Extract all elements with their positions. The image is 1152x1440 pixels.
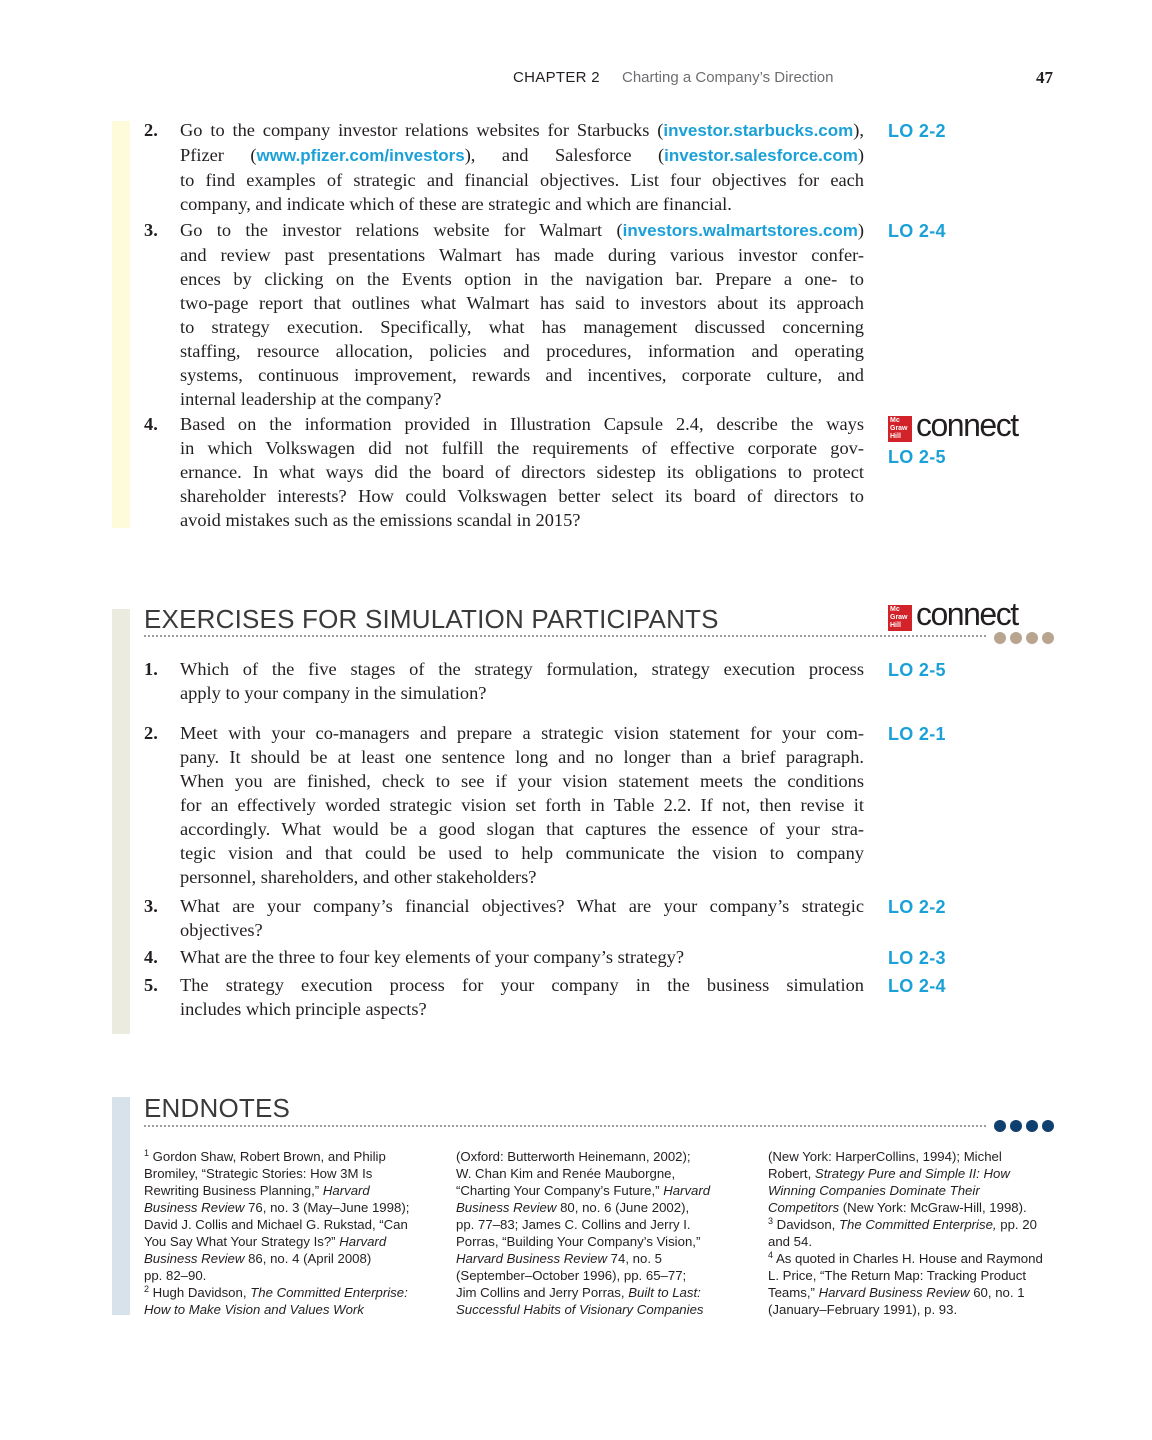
learning-objective-label: LO 2-2 xyxy=(888,121,946,141)
simulation-section-bar xyxy=(112,609,130,1034)
text-run: Built to Last: xyxy=(628,1285,701,1300)
endnote-line xyxy=(768,1182,1060,1199)
text-line: in which Volkswagen did not fulfill the requirements of effective corporate gov- xyxy=(180,438,864,458)
bullet-dot xyxy=(994,632,1006,644)
bullet-dot xyxy=(1042,632,1054,644)
badge-text: Graw xyxy=(890,614,908,621)
connect-wordmark: connect xyxy=(916,407,1018,443)
question-text xyxy=(180,412,864,532)
endnote-marker: 4 xyxy=(768,1250,774,1260)
endnote-line xyxy=(768,1216,1060,1233)
text-run: Gordon Shaw, Robert Brown, and Philip xyxy=(149,1149,386,1164)
text-line: ences by clicking on the Events option in the navigation bar. Prepare a one- to xyxy=(180,269,864,289)
mcgraw-hill-badge xyxy=(888,416,912,442)
text-run: Harvard Business Review xyxy=(456,1251,607,1266)
text-run: 76, no. 3 (May–June 1998); xyxy=(244,1200,410,1215)
endnote-line: pp. 82–90. xyxy=(144,1268,207,1283)
badge-text: Graw xyxy=(890,425,908,432)
text-line: shareholder interests? How could Volkswagen better select its board of directors to xyxy=(180,486,864,506)
review-section-bar xyxy=(112,121,130,528)
endnote-line: (September–October 1996), pp. 65–77; xyxy=(456,1268,687,1283)
endnote-line xyxy=(144,1284,436,1301)
section-bullets xyxy=(994,1120,1058,1132)
text-line: What are your company’s financial objectives? What are your company’s strategic xyxy=(180,896,864,916)
text-line: When you are finished, check to see if your vision statement meets the conditions xyxy=(180,771,864,791)
endnote-line xyxy=(144,1148,436,1165)
text-run: You Say What Your Strategy Is?” xyxy=(144,1234,340,1249)
endnote-line xyxy=(768,1284,1060,1301)
endnote-line xyxy=(456,1301,748,1318)
bullet-dot xyxy=(1026,632,1038,644)
text-line: accordingly. What would be a good slogan that captures the essence of your stra- xyxy=(180,819,864,839)
learning-objective-label: LO 2-4 xyxy=(888,221,946,241)
text-line: systems, continuous improvement, rewards and incentives, corporate culture, and xyxy=(180,365,864,385)
question-text xyxy=(180,657,864,705)
text-run: Go to the investor relations website for Walmart ( xyxy=(180,220,623,240)
endnotes-section-bar xyxy=(112,1097,130,1315)
endnote-marker: 2 xyxy=(144,1284,150,1294)
salesforce-investor-link[interactable]: investor.salesforce.com xyxy=(664,146,858,165)
question-number: 2. xyxy=(144,723,158,743)
question-number: 4. xyxy=(144,414,158,434)
text-run: ) xyxy=(857,145,864,165)
endnote-line xyxy=(456,1199,748,1216)
text-line: to find examples of strategic and financial objectives. List four objectives for each xyxy=(180,170,864,190)
text-line: internal leadership at the company? xyxy=(180,389,442,409)
endnote-line xyxy=(456,1182,748,1199)
text-run: The Committed Enterprise: xyxy=(250,1285,408,1300)
text-line: staffing, resource allocation, policies and procedures, information and operating xyxy=(180,341,864,361)
endnote-line xyxy=(144,1199,436,1216)
text-line: The strategy execution process for your company in the business simulation xyxy=(180,975,864,995)
endnote-line: (January–February 1991), p. 93. xyxy=(768,1302,958,1317)
badge-text: Hill xyxy=(890,622,901,629)
text-run: Jim Collins and Jerry Porras, xyxy=(456,1285,629,1300)
text-run: Teams,” xyxy=(768,1285,819,1300)
section-divider xyxy=(144,635,986,637)
learning-objective-label: LO 2-5 xyxy=(888,660,946,680)
text-line: includes which principle aspects? xyxy=(180,999,427,1019)
endnote-line: David J. Collis and Michael G. Rukstad, “Can xyxy=(144,1217,408,1232)
text-line: What are the three to four key elements of your company’s strategy? xyxy=(180,947,685,967)
endnote-marker: 3 xyxy=(768,1216,774,1226)
text-run: Strategy Pure and Simple II: How xyxy=(814,1166,1010,1181)
text-run: Hugh Davidson, xyxy=(149,1285,251,1300)
question-text xyxy=(180,118,864,216)
question-number: 1. xyxy=(144,659,158,679)
endnote-line xyxy=(144,1301,436,1318)
endnote-line xyxy=(144,1250,436,1267)
text-run: ) xyxy=(857,220,864,240)
text-run: pp. 20 xyxy=(996,1217,1037,1232)
section-title: EXERCISES FOR SIMULATION PARTICIPANTS xyxy=(144,604,719,634)
question-text xyxy=(180,721,864,889)
text-run: Rewriting Business Planning,” xyxy=(144,1183,323,1198)
badge-text: Mc xyxy=(890,417,900,424)
endnote-line xyxy=(456,1284,748,1301)
endnote-line: Bromiley, “Strategic Stories: How 3M Is xyxy=(144,1166,373,1181)
walmart-investor-link[interactable]: investors.walmartstores.com xyxy=(622,221,858,240)
text-run: Harvard Business Review xyxy=(818,1285,970,1300)
learning-objective-label: LO 2-1 xyxy=(888,724,946,744)
text-run: ), xyxy=(853,120,864,140)
endnote-line: W. Chan Kim and Renée Mauborgne, xyxy=(456,1166,676,1181)
question-number: 5. xyxy=(144,975,158,995)
text-run: (New York: McGraw-Hill, 1998). xyxy=(839,1200,1027,1215)
page-number: 47 xyxy=(1036,68,1053,87)
learning-objective-label: LO 2-4 xyxy=(888,976,946,996)
endnote-line xyxy=(768,1165,1060,1182)
endnotes-title: ENDNOTES xyxy=(144,1093,291,1123)
learning-objective-label: LO 2-5 xyxy=(888,447,946,467)
text-run: Harvard xyxy=(322,1183,370,1198)
connect-wordmark: connect xyxy=(916,596,1018,632)
text-run: Pfizer ( xyxy=(180,145,257,165)
chapter-label: CHAPTER 2 xyxy=(513,69,600,86)
text-line: personnel, shareholders, and other stakeholders? xyxy=(180,867,537,887)
text-line: company, and indicate which of these are strategic and which are financial. xyxy=(180,194,732,214)
endnote-line: Porras, “Building Your Company’s Vision,” xyxy=(456,1234,701,1249)
text-run: Business Review xyxy=(144,1251,245,1266)
text-line: objectives? xyxy=(180,920,263,940)
question-text xyxy=(180,973,864,1021)
text-line: for an effectively worded strategic vision set forth in Table 2.2. If not, then revise it xyxy=(180,795,864,815)
text-run: Davidson, xyxy=(773,1217,839,1232)
section-bullets xyxy=(994,632,1058,644)
question-text xyxy=(180,945,864,969)
endnote-line xyxy=(768,1250,1060,1267)
text-run: 74, no. 5 xyxy=(606,1251,662,1266)
text-line: apply to your company in the simulation? xyxy=(180,683,487,703)
badge-text: Mc xyxy=(890,606,900,613)
text-run: Winning Companies Dominate Their xyxy=(768,1183,980,1198)
text-run: ), and Salesforce ( xyxy=(464,145,665,165)
text-run: Business Review xyxy=(144,1200,245,1215)
learning-objective-label: LO 2-2 xyxy=(888,897,946,917)
running-header xyxy=(0,68,1152,92)
pfizer-investor-link[interactable]: www.pfizer.com/investors xyxy=(256,146,465,165)
endnote-line: L. Price, “The Return Map: Tracking Product xyxy=(768,1268,1026,1283)
text-line: two-page report that outlines what Walmart has said to investors about its approach xyxy=(180,293,864,313)
text-run: 86, no. 4 (April 2008) xyxy=(244,1251,372,1266)
text-line: ernance. In what ways did the board of directors sidestep its obligations to protect xyxy=(180,462,864,482)
question-text xyxy=(180,218,864,411)
endnote-line: pp. 77–83; James C. Collins and Jerry I. xyxy=(456,1217,691,1232)
starbucks-investor-link[interactable]: investor.starbucks.com xyxy=(663,121,854,140)
text-line: pany. It should be at least one sentence long and no longer than a brief paragraph. xyxy=(180,747,864,767)
text-run: “Charting Your Company’s Future,” xyxy=(456,1183,664,1198)
learning-objective-label: LO 2-3 xyxy=(888,948,946,968)
text-line: Based on the information provided in Illustration Capsule 2.4, describe the ways xyxy=(180,414,864,434)
endnote-line xyxy=(144,1182,436,1199)
badge-text: Hill xyxy=(890,433,901,440)
text-run: Competitors xyxy=(768,1200,840,1215)
text-run: Harvard xyxy=(663,1183,711,1198)
endnotes-column-3 xyxy=(768,1148,1060,1318)
chapter-title: Charting a Company’s Direction xyxy=(622,69,834,86)
text-run: Go to the company investor relations websites for Starbucks ( xyxy=(180,120,664,140)
endnote-marker: 1 xyxy=(144,1148,150,1158)
endnote-line xyxy=(144,1233,436,1250)
text-run: As quoted in Charles H. House and Raymond xyxy=(773,1251,1043,1266)
text-line: and review past presentations Walmart has made during various investor confer- xyxy=(180,245,864,265)
bullet-dot xyxy=(1042,1120,1054,1132)
text-run: 80, no. 6 (June 2002), xyxy=(556,1200,690,1215)
text-run: Robert, xyxy=(768,1166,815,1181)
endnotes-column-1 xyxy=(144,1148,436,1318)
text-run: Successful Habits of Visionary Companies xyxy=(456,1302,704,1317)
endnote-line: and 54. xyxy=(768,1234,812,1249)
text-run: Harvard xyxy=(339,1234,387,1249)
question-number: 4. xyxy=(144,947,158,967)
text-line: Which of the five stages of the strategy formulation, strategy execution process xyxy=(180,659,864,679)
endnote-line xyxy=(456,1250,748,1267)
text-run: 60, no. 1 xyxy=(969,1285,1025,1300)
endnote-line: (Oxford: Butterworth Heinemann, 2002); xyxy=(456,1149,691,1164)
bullet-dot xyxy=(1010,1120,1022,1132)
question-text xyxy=(180,894,864,942)
text-line: avoid mistakes such as the emissions scandal in 2015? xyxy=(180,510,581,530)
section-divider xyxy=(144,1125,986,1127)
mcgraw-hill-badge xyxy=(888,605,912,631)
question-number: 2. xyxy=(144,120,158,140)
text-run: Business Review xyxy=(456,1200,557,1215)
bullet-dot xyxy=(1026,1120,1038,1132)
question-number: 3. xyxy=(144,220,158,240)
endnotes-column-2 xyxy=(456,1148,748,1318)
question-number: 3. xyxy=(144,896,158,916)
text-line: to strategy execution. Specifically, what has management discussed concerning xyxy=(180,317,864,337)
endnote-line xyxy=(768,1199,1060,1216)
bullet-dot xyxy=(1010,632,1022,644)
bullet-dot xyxy=(994,1120,1006,1132)
text-run: The Committed Enterprise, xyxy=(839,1217,997,1232)
endnote-line: (New York: HarperCollins, 1994); Michel xyxy=(768,1149,1002,1164)
text-run: How to Make Vision and Values Work xyxy=(144,1302,364,1317)
text-line: Meet with your co-managers and prepare a strategic vision statement for your com- xyxy=(180,723,864,743)
text-line: tegic vision and that could be used to help communicate the vision to company xyxy=(180,843,864,863)
